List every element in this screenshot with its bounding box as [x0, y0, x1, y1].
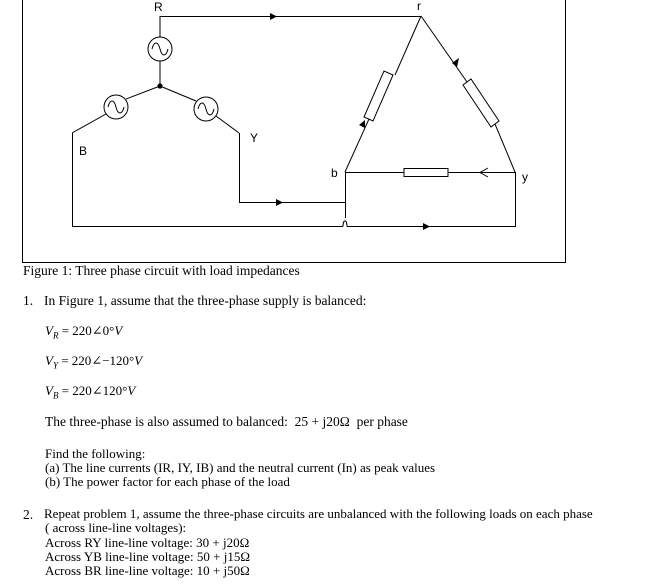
- delta-ry-2: [495, 124, 515, 172]
- arrow-r: [270, 13, 277, 20]
- delta-ry-1: [421, 16, 467, 82]
- balanced-statement: The three-phase is also assumed to balanced: 25 + j20Ω per phase: [45, 414, 408, 429]
- problem2-line2: ( across line-line voltages):: [45, 520, 187, 535]
- equation-vr: $V_R$ = 220∠0°V: [45, 323, 123, 341]
- problem2-number: 2.: [23, 507, 34, 522]
- neutral-node: [157, 83, 162, 88]
- load-br-line: Across BR line-line voltage: 10 + j50Ω: [45, 563, 250, 578]
- wire-y-diag: [216, 116, 239, 133]
- label-R: R: [154, 0, 163, 14]
- wire-neutral-y: [160, 86, 196, 101]
- wire-b-diag: [72, 114, 106, 133]
- delta-rb-1: [395, 16, 421, 75]
- wire-crossover: [343, 221, 347, 227]
- label-B: B: [79, 144, 88, 158]
- load-ry: [463, 79, 499, 127]
- arrow-y-bottom: [276, 199, 283, 206]
- problem2-line1: Repeat problem 1, assume the three-phase circuits are unbalanced with the following loads on each phase: [44, 506, 593, 521]
- label-y: y: [522, 170, 528, 184]
- problem1-number: 1.: [23, 293, 34, 308]
- figure-caption: Figure 1: Three phase circuit with load impedances: [23, 263, 300, 278]
- part-b: (b) The power factor for each phase of the load: [45, 474, 290, 489]
- arrow-ry: [452, 58, 459, 67]
- label-r: r: [417, 0, 421, 13]
- find-heading: Find the following:: [45, 446, 146, 461]
- equation-vb: $V_B$ = 220∠120°V: [45, 383, 136, 401]
- part-a: (a) The line currents (IR, IY, IB) and the neutral current (In) as peak values: [45, 460, 436, 475]
- problem1-intro: In Figure 1, assume that the three-phase supply is balanced:: [44, 293, 367, 308]
- three-phase-circuit-diagram: [0, 0, 660, 270]
- load-rb: [364, 71, 393, 121]
- load-by: [404, 169, 448, 177]
- delta-rb-2: [345, 119, 369, 172]
- label-b: b: [331, 166, 338, 180]
- load-yb-line: Across YB line-line voltage: 50 + j15Ω: [45, 549, 250, 564]
- equation-vy: $V_Y$ = 220∠−120°V: [45, 353, 143, 371]
- impedance-value: 25 + j20Ω: [294, 414, 350, 429]
- arrow-rb: [359, 120, 365, 128]
- wire-neutral-b: [126, 86, 160, 99]
- label-Y: Y: [250, 131, 259, 145]
- load-ry-line: Across RY line-line voltage: 30 + j20Ω: [45, 535, 250, 550]
